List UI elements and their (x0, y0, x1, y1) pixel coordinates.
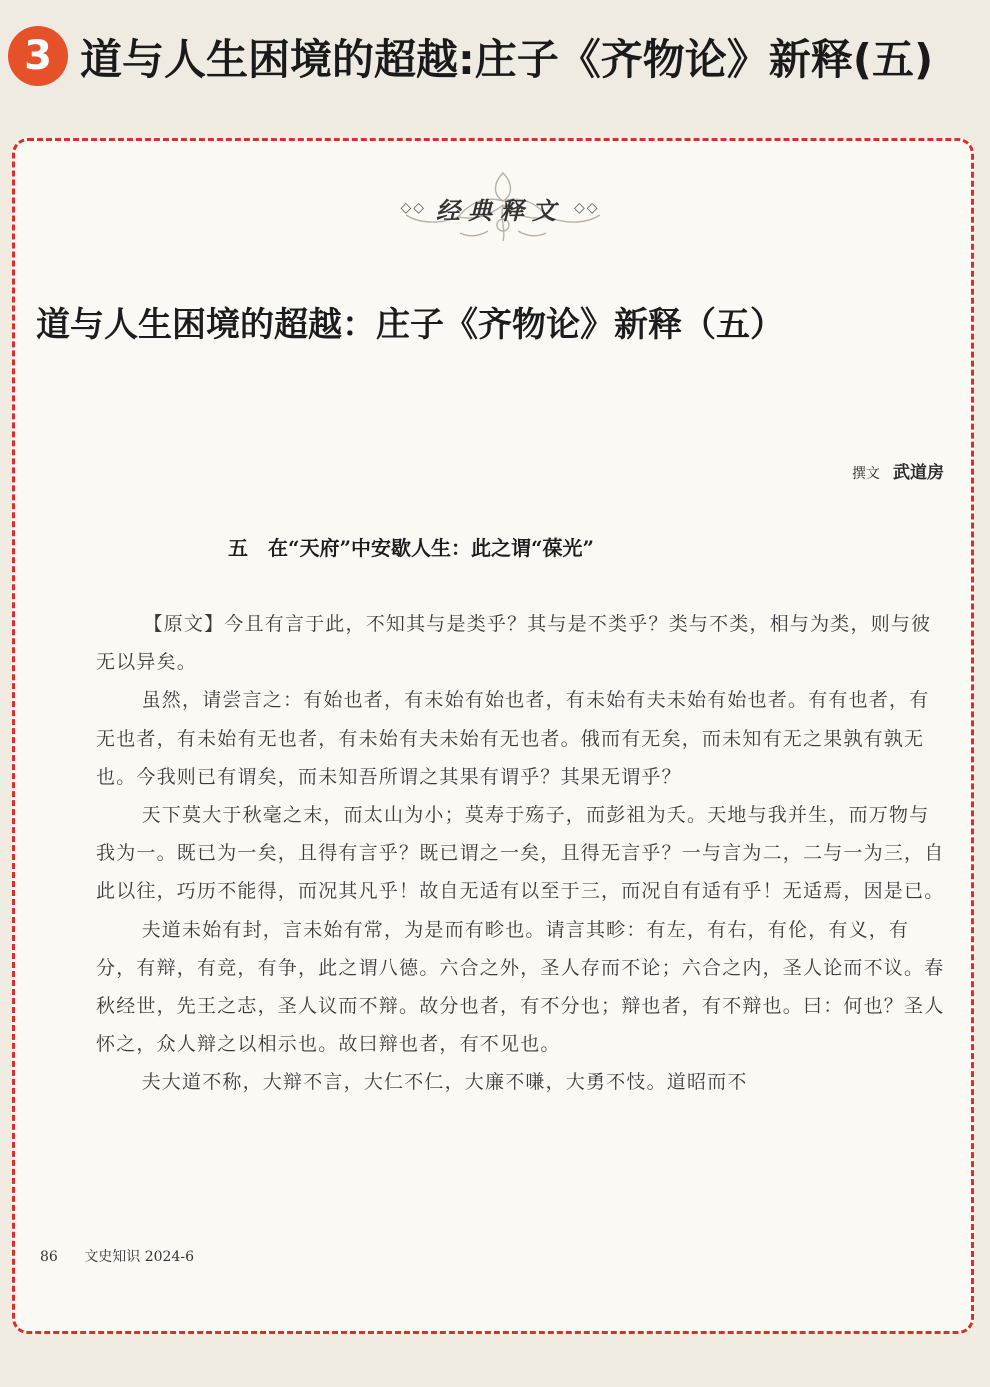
diamonds-left: ◇◇ (400, 200, 426, 216)
byline-role: 撰文 (851, 466, 880, 482)
paragraph: 虽然，请尝言之：有始也者，有未始有始也者，有未始有夫未始有始也者。有有也者，有无也者，有未始有无也者，有未始有夫未始有无也者。俄而有无矣，而未知有无之果孰有孰无也。今我则已有谓矣，而未知吾所谓之其果有谓乎？其果无谓乎？ (96, 689, 930, 788)
byline (852, 458, 944, 484)
diamonds-right: ◇◇ (574, 200, 600, 216)
page-header (0, 0, 990, 120)
article-body (96, 605, 946, 1102)
byline-author: 武道房 (893, 463, 944, 483)
page-footer (40, 1246, 194, 1268)
column-name: 经典释文 (436, 195, 564, 225)
step-number-badge: 3 (8, 26, 68, 86)
paragraph: 天下莫大于秋毫之末，而太山为小；莫寿于殇子，而彭祖为夭。天地与我并生，而万物与我为一。既已为一矣，且得有言乎？既已谓之一矣，且得无言乎？一与言为二，二与一为三，自此以往，巧历不能得，而况其凡乎！故自无适有以至于三，而况自有适有乎！无适焉，因是已。 (96, 804, 945, 903)
article-title: 道与人生困境的超越：庄子《齐物论》新释（五） (36, 305, 784, 345)
section-heading: 五 在“天府”中安歇人生：此之谓“葆光” (228, 536, 595, 560)
page-number: 86 (40, 1249, 58, 1265)
column-label (340, 178, 660, 238)
paragraph: 夫大道不称，大辩不言，大仁不仁，大廉不嗛，大勇不忮。道昭而不 (141, 1071, 748, 1094)
publication-name: 文史知识 2024-6 (84, 1249, 194, 1265)
paragraph: 【原文】今且有言于此，不知其与是类乎？其与是不类乎？类与不类，相与为类，则与彼无以异矣。 (96, 613, 932, 674)
paragraph: 夫道未始有封，言未始有常，为是而有畛也。请言其畛：有左，有右，有伦，有义，有分，有辩，有竞，有争，此之谓八德。六合之外，圣人存而不论；六合之内，圣人论而不议。春秋经世，先王之志，圣人议而不辩。故分也者，有不分也；辩也者，有不辩也。曰：何也？圣人怀之，众人辩之以相示也。故曰辩也者，有不见也。 (96, 918, 945, 1056)
header-title: 道与人生困境的超越:庄子《齐物论》新释(五) (80, 35, 934, 84)
